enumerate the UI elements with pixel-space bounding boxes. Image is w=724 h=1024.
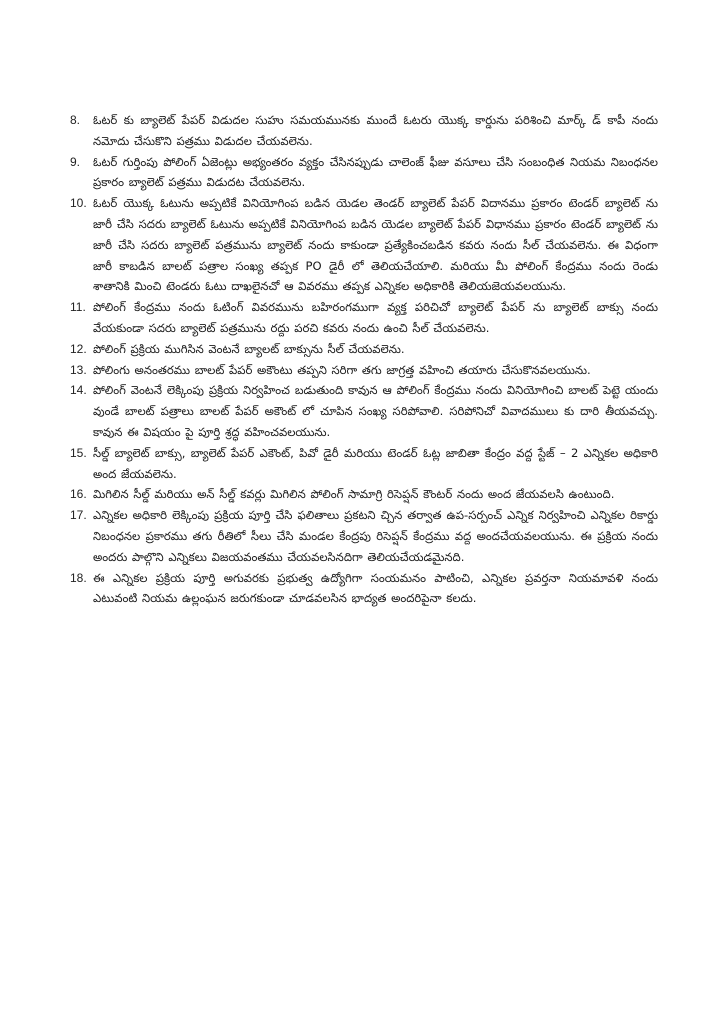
item-number: 12. bbox=[70, 341, 87, 356]
item-text: పోలింగు అనంతరము బాలట్ పేపర్ అకౌంటు తప్పని సరిగా తగు జాగ్రత్త వహించి తయారు చేసుకొనవలయును. bbox=[93, 362, 591, 377]
list-item-16 bbox=[70, 484, 658, 505]
item-text: ఓటర్ యొక్క ఓటును అప్పటికే వినియోగింప బడిన యెడల తెండర్ బ్యాలెట్ పేపర్ విదానము ప్రకారం టెండర్ బ్యాలెట్ ను జారీ చేసి సదరు బ్యాలెట్ ఓటును అప్పటికే వినియోగింప బడిన యెడల బ్యాలెట్ పేపర్ విధానము ప్రకారం టెండర్ బ్యాలెట్ ను జారీ చేసి సదరు బ్యాలెట్ పత్రమును బ్యాలెట్ నందు కాకుండా ప్రత్యేకించబడిన కవరు నందు సీల్ చేయవలెను. ఈ విధంగా జారీ కాబడిన బాలట్ పత్రాల సంఖ్య తప్పక PO డైరీ లో తెలియచేయాలి. మరియు మీ పోలింగ్ కేంద్రము నందు రెండు శాతానికి మించి టెండరు ఓటు దాఖలైనచో ఆ వివరము తప్పక ఎన్నికల అధికారికి తెలియజెయవలయును. bbox=[93, 196, 658, 294]
item-text: పోలింగ్ వెంటనే లెక్కింపు ప్రక్రియ నిర్వహించ బడుతుంది కావున ఆ పోలింగ్ కేంద్రము నందు వినియోగించి బాలట్ పెట్టె యందు వుండే బాలట్ పత్రాలు బాలట్ పేపర్ అకౌంట్ లో చూపిన సంఖ్య సరిపోవాలి. సరిపోనిచో వివాదములు కు దారి తీయవచ్చు. కావున ఈ విషయం పై పూర్తి శ్రద్ధ వహించవలయును. bbox=[93, 383, 658, 439]
list-item-11 bbox=[70, 297, 658, 339]
item-number: 10. bbox=[70, 196, 87, 211]
list-item-18 bbox=[70, 568, 658, 610]
item-number: 15. bbox=[70, 445, 87, 460]
item-text: ఓటర్ గుర్తింపు పోలింగ్ ఏజెంట్లు అభ్యంతరం వ్యక్తం చేసినప్పుడు చాలెంజ్ ఫీజు వసూలు చేసి సంబంధిత నియమ నిబంధనల ప్రకారం బ్యాలెట్ పత్రము విడుదట చేయవలెను. bbox=[93, 154, 658, 190]
item-text: పోలింగ్ ప్రక్రియ ముగిసిన వెంటనే బ్యాలట్ బాక్సును సీల్ చేయవలెను. bbox=[93, 341, 405, 356]
item-text: ఎన్నికల అధికారి లెక్కింపు ప్రక్రియ పూర్తి చేసి ఫలితాలు ప్రకటని చ్చిన తర్వాత ఉప-సర్పంచ్ ఎన్నిక నిర్వహించి ఎన్నికల రికార్డు నిబంధనల ప్రకారము తగు రీతిలో సీలు చేసి మండల కేంద్రపు రిసెప్షన్ కేంద్రము వద్ద అందచేయవలయును. ఈ ప్రక్రియ నందు అందరు పాల్గొని ఎన్నికలు విజయవంతము చేయవలసినదిగా తెలియచేయడమైనది. bbox=[93, 508, 658, 564]
item-number: 16. bbox=[70, 487, 87, 502]
list-item-13 bbox=[70, 360, 658, 381]
item-number: 17. bbox=[70, 508, 87, 523]
item-number: 18. bbox=[70, 570, 87, 585]
list-item-9 bbox=[70, 152, 658, 194]
item-number: 9. bbox=[70, 154, 81, 169]
item-number: 11. bbox=[70, 300, 86, 315]
list-item-8 bbox=[70, 110, 658, 152]
list-item-15 bbox=[70, 443, 658, 485]
list-item-12 bbox=[70, 339, 658, 360]
item-number: 14. bbox=[70, 383, 87, 398]
list-item-17 bbox=[70, 505, 658, 567]
item-text: సీల్డ్ బ్యాలెట్ బాక్సు, బ్యాలెట్ పేపర్ ఎకౌంట్, పివో డైరీ మరియు టెండర్ ఓట్ల జాబితా కేంద్రం వద్ద స్టేజ్ – 2 ఎన్నికల అధికారి అంద జేయవలెను. bbox=[93, 445, 658, 481]
item-number: 8. bbox=[70, 113, 81, 127]
list-item-10 bbox=[70, 193, 658, 297]
item-text: ఈ ఎన్నికల ప్రక్రియ పూర్తి అగువరకు ప్రభుత్వ ఉద్యోగిగా సంయమనం పాటించి, ఎన్నికల ప్రవర్తనా నియమావళి నందు ఎటువంటి నియమ ఉల్లంఘన జరుగకుండా చూడవలసిన భాద్యత అందరిపైనా కలదు. bbox=[93, 570, 658, 606]
item-text: ఓటర్ కు బ్యాలెట్ పేపర్ విడుదల సుహు సమయమునకు ముందే ఓటరు యొక్క కార్డును పరిశించి మార్క్ డ్ కాపీ నందు నమోదు చేసుకొని పత్రము విడుదల చేయవలెను. bbox=[93, 113, 658, 148]
list-item-14 bbox=[70, 380, 658, 442]
item-text: మిగిలిన సీల్డ్ మరియు అన్ సీల్డ్ కవర్లు మిగిలిన పోలింగ్ సామాగ్రి రిసెప్షన్ కౌంటర్ నందు అంద జేయవలసి ఉంటుంది. bbox=[93, 487, 615, 502]
item-text: పోలింగ్ కేంద్రము నందు ఓటింగ్ వివరమును బహిరంగముగా వ్యక్త పరిచిచో బ్యాలెట్ పేపర్ ను బ్యాలెట్ బాక్సు నందు వేయకుండా సదరు బ్యాలెట్ పత్రమును రద్దు పరచి కవరు నందు ఉంచి సీల్ చేయవలెను. bbox=[93, 300, 658, 335]
instruction-list bbox=[70, 110, 658, 609]
item-number: 13. bbox=[70, 362, 87, 377]
